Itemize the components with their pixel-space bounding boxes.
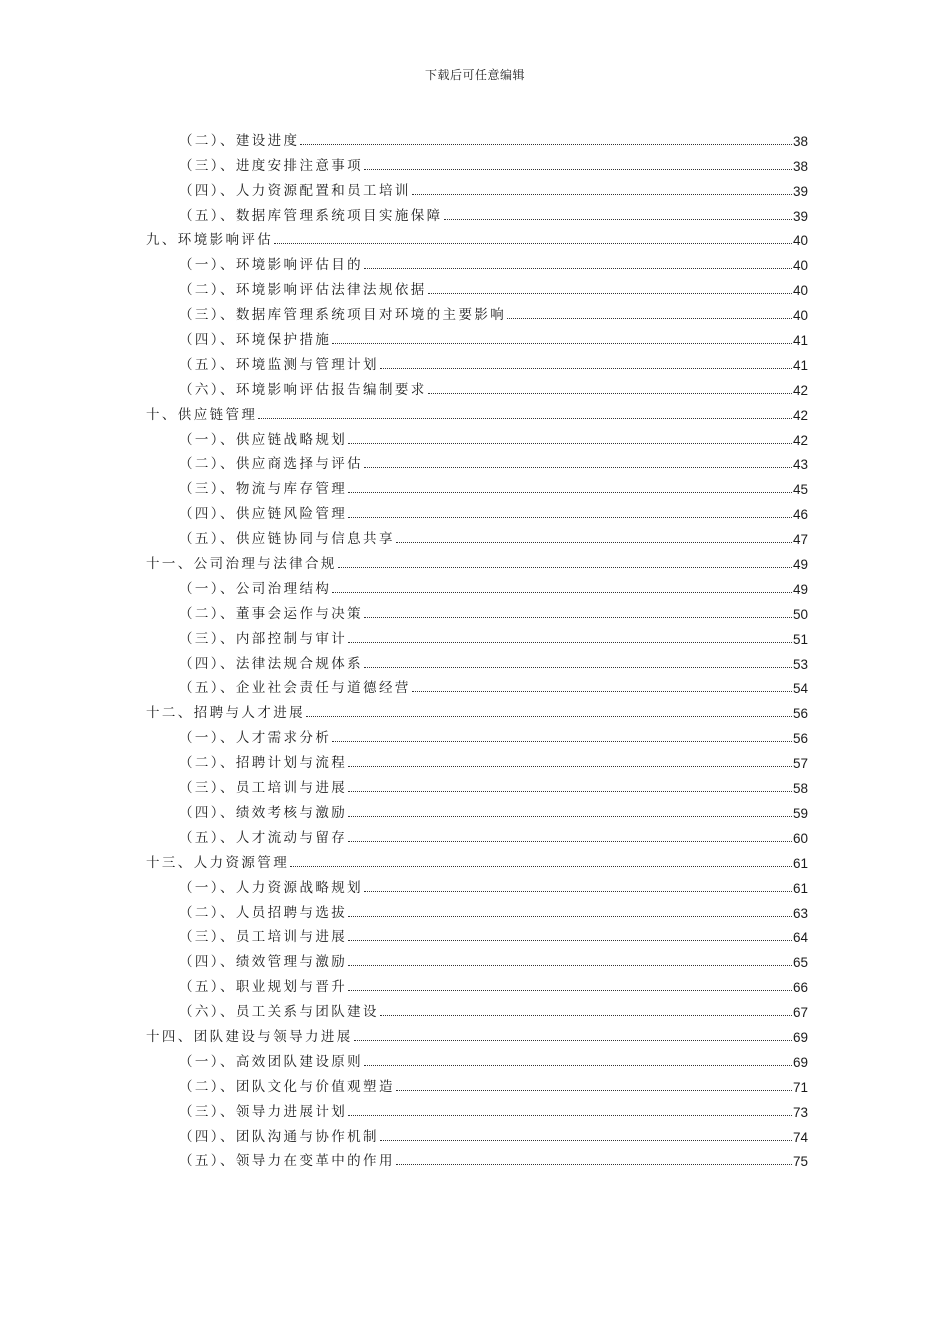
toc-page-number: 61 bbox=[792, 855, 808, 871]
toc-dot-leader bbox=[412, 194, 792, 195]
toc-section-entry[interactable] bbox=[146, 597, 808, 622]
toc-section-entry[interactable] bbox=[146, 622, 808, 647]
toc-entry-title: （三）、数据库管理系统项目对环境的主要影响 bbox=[179, 307, 507, 324]
toc-dot-leader bbox=[332, 343, 792, 344]
toc-page-number: 65 bbox=[792, 955, 808, 971]
toc-page-number: 63 bbox=[792, 905, 808, 921]
toc-dot-leader bbox=[348, 492, 792, 493]
toc-entry-title: （二）、环境影响评估法律法规依据 bbox=[179, 282, 427, 299]
toc-entry-title: （一）、高效团队建设原则 bbox=[179, 1053, 364, 1070]
toc-page-number: 49 bbox=[792, 581, 808, 597]
toc-section-entry[interactable] bbox=[146, 174, 808, 199]
toc-entry-title: （五）、人才流动与留存 bbox=[179, 829, 348, 846]
toc-dot-leader bbox=[364, 667, 792, 668]
toc-dot-leader bbox=[364, 169, 792, 170]
toc-entry-title: （二）、董事会运作与决策 bbox=[179, 605, 364, 622]
toc-section-entry[interactable] bbox=[146, 248, 808, 273]
toc-entry-title: 十、供应链管理 bbox=[146, 406, 258, 423]
toc-page-number: 49 bbox=[792, 557, 808, 573]
toc-entry-title: （三）、内部控制与审计 bbox=[179, 630, 348, 647]
toc-page-number: 59 bbox=[792, 805, 808, 821]
toc-entry-title: （二）、招聘计划与流程 bbox=[179, 755, 348, 772]
toc-page-number: 42 bbox=[792, 407, 808, 423]
toc-page-number: 64 bbox=[792, 930, 808, 946]
toc-dot-leader bbox=[348, 642, 792, 643]
toc-dot-leader bbox=[428, 293, 792, 294]
toc-dot-leader bbox=[507, 318, 792, 319]
toc-dot-leader bbox=[306, 716, 792, 717]
toc-page-number: 66 bbox=[792, 980, 808, 996]
toc-section-entry[interactable] bbox=[146, 273, 808, 298]
toc-section-entry[interactable] bbox=[146, 746, 808, 771]
toc-entry-title: （四）、人力资源配置和员工培训 bbox=[179, 182, 411, 199]
toc-entry-title: （三）、领导力进展计划 bbox=[179, 1103, 348, 1120]
toc-page-number: 54 bbox=[792, 681, 808, 697]
toc-section-entry[interactable] bbox=[146, 871, 808, 896]
toc-entry-title: （六）、员工关系与团队建设 bbox=[179, 1004, 379, 1021]
toc-page-number: 73 bbox=[792, 1104, 808, 1120]
toc-section-entry[interactable] bbox=[146, 298, 808, 323]
toc-dot-leader bbox=[338, 567, 792, 568]
toc-dot-leader bbox=[348, 990, 792, 991]
toc-page-number: 46 bbox=[792, 507, 808, 523]
toc-dot-leader bbox=[396, 1164, 792, 1165]
toc-entry-title: （五）、职业规划与晋升 bbox=[179, 979, 348, 996]
toc-dot-leader bbox=[428, 393, 792, 394]
toc-entry-title: （二）、人员招聘与选拔 bbox=[179, 904, 348, 921]
toc-chapter-entry[interactable] bbox=[146, 224, 808, 249]
toc-page-number: 56 bbox=[792, 731, 808, 747]
toc-entry-title: 九、环境影响评估 bbox=[146, 232, 274, 249]
toc-section-entry[interactable] bbox=[146, 199, 808, 224]
toc-dot-leader bbox=[348, 916, 792, 917]
toc-dot-leader bbox=[364, 891, 792, 892]
toc-page-number: 42 bbox=[792, 432, 808, 448]
toc-section-entry[interactable] bbox=[146, 448, 808, 473]
toc-dot-leader bbox=[364, 1065, 792, 1066]
toc-section-entry[interactable] bbox=[146, 995, 808, 1020]
toc-dot-leader bbox=[348, 791, 792, 792]
toc-page-number: 69 bbox=[792, 1029, 808, 1045]
toc-entry-title: （五）、企业社会责任与道德经营 bbox=[179, 680, 411, 697]
table-of-contents bbox=[146, 124, 808, 1169]
toc-dot-leader bbox=[396, 542, 792, 543]
toc-section-entry[interactable] bbox=[146, 672, 808, 697]
toc-section-entry[interactable] bbox=[146, 423, 808, 448]
toc-page-number: 43 bbox=[792, 457, 808, 473]
toc-section-entry[interactable] bbox=[146, 771, 808, 796]
toc-page-number: 38 bbox=[792, 133, 808, 149]
toc-entry-title: （三）、进度安排注意事项 bbox=[179, 157, 364, 174]
toc-entry-title: （二）、建设进度 bbox=[179, 132, 300, 149]
toc-section-entry[interactable] bbox=[146, 647, 808, 672]
toc-page-number: 39 bbox=[792, 183, 808, 199]
page-header: 下载后可任意编辑 bbox=[424, 68, 525, 82]
toc-page-number: 40 bbox=[792, 283, 808, 299]
toc-section-entry[interactable] bbox=[146, 796, 808, 821]
toc-dot-leader bbox=[396, 1090, 792, 1091]
toc-chapter-entry[interactable] bbox=[146, 547, 808, 572]
toc-section-entry[interactable] bbox=[146, 1070, 808, 1095]
toc-chapter-entry[interactable] bbox=[146, 846, 808, 871]
toc-page-number: 67 bbox=[792, 1005, 808, 1021]
toc-entry-title: 十三、人力资源管理 bbox=[146, 854, 290, 871]
toc-dot-leader bbox=[348, 517, 792, 518]
toc-page-number: 47 bbox=[792, 532, 808, 548]
toc-entry-title: （一）、公司治理结构 bbox=[179, 580, 332, 597]
toc-page-number: 40 bbox=[792, 233, 808, 249]
toc-entry-title: 十四、团队建设与领导力进展 bbox=[146, 1028, 353, 1045]
toc-entry-title: （一）、供应链战略规划 bbox=[179, 431, 348, 448]
toc-dot-leader bbox=[364, 268, 792, 269]
toc-dot-leader bbox=[332, 592, 792, 593]
toc-dot-leader bbox=[444, 219, 792, 220]
toc-entry-title: （四）、绩效管理与激励 bbox=[179, 954, 348, 971]
toc-dot-leader bbox=[380, 1015, 792, 1016]
toc-chapter-entry[interactable] bbox=[146, 696, 808, 721]
toc-page-number: 50 bbox=[792, 606, 808, 622]
toc-page-number: 53 bbox=[792, 656, 808, 672]
toc-section-entry[interactable] bbox=[146, 970, 808, 995]
toc-section-entry[interactable] bbox=[146, 373, 808, 398]
toc-entry-title: （四）、环境保护措施 bbox=[179, 332, 332, 349]
toc-dot-leader bbox=[348, 965, 792, 966]
toc-section-entry[interactable] bbox=[146, 1145, 808, 1170]
toc-dot-leader bbox=[380, 368, 792, 369]
toc-entry-title: （六）、环境影响评估报告编制要求 bbox=[179, 381, 427, 398]
toc-section-entry[interactable] bbox=[146, 572, 808, 597]
toc-section-entry[interactable] bbox=[146, 721, 808, 746]
toc-dot-leader bbox=[258, 418, 792, 419]
toc-dot-leader bbox=[380, 1140, 792, 1141]
toc-chapter-entry[interactable] bbox=[146, 398, 808, 423]
toc-entry-title: （四）、团队沟通与协作机制 bbox=[179, 1128, 379, 1145]
toc-dot-leader bbox=[274, 243, 792, 244]
toc-dot-leader bbox=[300, 144, 792, 145]
toc-page-number: 58 bbox=[792, 781, 808, 797]
toc-entry-title: （五）、环境监测与管理计划 bbox=[179, 356, 379, 373]
toc-page-number: 41 bbox=[792, 357, 808, 373]
toc-entry-title: （五）、领导力在变革中的作用 bbox=[179, 1153, 395, 1170]
toc-entry-title: （四）、绩效考核与激励 bbox=[179, 804, 348, 821]
toc-entry-title: （三）、物流与库存管理 bbox=[179, 481, 348, 498]
toc-page-number: 60 bbox=[792, 830, 808, 846]
toc-entry-title: 十一、公司治理与法律合规 bbox=[146, 556, 337, 573]
toc-section-entry[interactable] bbox=[146, 124, 808, 149]
toc-section-entry[interactable] bbox=[146, 1045, 808, 1070]
toc-section-entry[interactable] bbox=[146, 348, 808, 373]
toc-dot-leader bbox=[332, 741, 792, 742]
toc-page-number: 61 bbox=[792, 880, 808, 896]
toc-entry-title: （五）、供应链协同与信息共享 bbox=[179, 531, 395, 548]
toc-section-entry[interactable] bbox=[146, 896, 808, 921]
toc-dot-leader bbox=[348, 443, 792, 444]
toc-section-entry[interactable] bbox=[146, 821, 808, 846]
toc-page-number: 75 bbox=[792, 1154, 808, 1170]
toc-section-entry[interactable] bbox=[146, 323, 808, 348]
toc-dot-leader bbox=[354, 1040, 792, 1041]
toc-dot-leader bbox=[348, 1115, 792, 1116]
toc-page-number: 57 bbox=[792, 756, 808, 772]
toc-chapter-entry[interactable] bbox=[146, 1020, 808, 1045]
toc-section-entry[interactable] bbox=[146, 1095, 808, 1120]
toc-page-number: 74 bbox=[792, 1129, 808, 1145]
toc-section-entry[interactable] bbox=[146, 149, 808, 174]
toc-entry-title: （四）、法律法规合规体系 bbox=[179, 655, 364, 672]
toc-entry-title: （四）、供应链风险管理 bbox=[179, 506, 348, 523]
toc-page-number: 39 bbox=[792, 208, 808, 224]
toc-dot-leader bbox=[348, 940, 792, 941]
toc-entry-title: （三）、员工培训与进展 bbox=[179, 929, 348, 946]
toc-dot-leader bbox=[348, 816, 792, 817]
toc-page-number: 40 bbox=[792, 258, 808, 274]
toc-page-number: 38 bbox=[792, 158, 808, 174]
toc-page-number: 71 bbox=[792, 1079, 808, 1095]
toc-dot-leader bbox=[348, 841, 792, 842]
toc-entry-title: （五）、数据库管理系统项目实施保障 bbox=[179, 207, 443, 224]
toc-dot-leader bbox=[412, 691, 792, 692]
toc-page-number: 41 bbox=[792, 333, 808, 349]
toc-section-entry[interactable] bbox=[146, 522, 808, 547]
toc-section-entry[interactable] bbox=[146, 921, 808, 946]
toc-page-number: 40 bbox=[792, 308, 808, 324]
toc-dot-leader bbox=[290, 866, 792, 867]
toc-page-number: 51 bbox=[792, 631, 808, 647]
toc-entry-title: （一）、人才需求分析 bbox=[179, 730, 332, 747]
toc-page-number: 69 bbox=[792, 1054, 808, 1070]
toc-entry-title: （一）、环境影响评估目的 bbox=[179, 257, 364, 274]
toc-page-number: 42 bbox=[792, 382, 808, 398]
toc-entry-title: （二）、供应商选择与评估 bbox=[179, 456, 364, 473]
toc-entry-title: （三）、员工培训与进展 bbox=[179, 780, 348, 797]
toc-section-entry[interactable] bbox=[146, 472, 808, 497]
toc-page-number: 56 bbox=[792, 706, 808, 722]
toc-page-number: 45 bbox=[792, 482, 808, 498]
toc-dot-leader bbox=[364, 467, 792, 468]
toc-dot-leader bbox=[348, 766, 792, 767]
toc-entry-title: （二）、团队文化与价值观塑造 bbox=[179, 1078, 395, 1095]
toc-entry-title: （一）、人力资源战略规划 bbox=[179, 879, 364, 896]
toc-entry-title: 十二、招聘与人才进展 bbox=[146, 705, 305, 722]
toc-dot-leader bbox=[364, 617, 792, 618]
toc-section-entry[interactable] bbox=[146, 945, 808, 970]
toc-section-entry[interactable] bbox=[146, 1120, 808, 1145]
toc-section-entry[interactable] bbox=[146, 497, 808, 522]
